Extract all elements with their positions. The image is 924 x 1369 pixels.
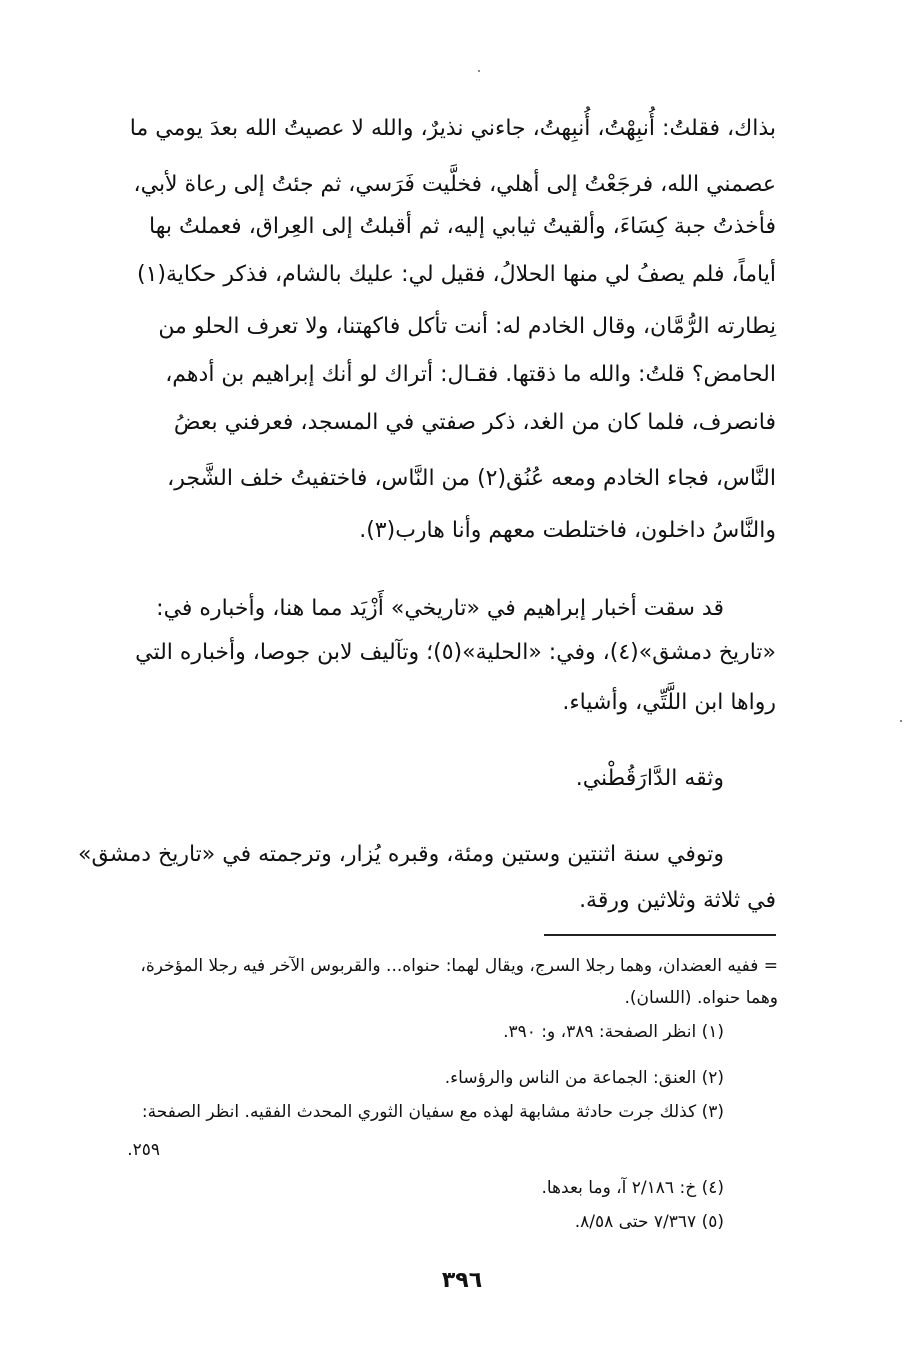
footnote-separator xyxy=(544,934,776,936)
text-line: قد سقت أخبار إبراهيم في «تاريخي» أَزْيَد مما هنا، وأخباره في: xyxy=(156,596,724,621)
text-line: فانصرف، فلما كان من الغد، ذكر صفتي في المسجد، فعرفني بعضُ xyxy=(173,410,776,435)
text-line: أياماً، فلم يصفُ لي منها الحلالُ، فقيل لي: عليك بالشام، فذكر حكاية(١) xyxy=(136,262,776,287)
paragraph-3: وثقه الدَّارَقُطْني. xyxy=(575,766,724,791)
print-speck xyxy=(900,720,902,722)
text-line: فأخذتُ جبة كِسَاءَ، وألقيتُ ثيابي إليه، ثم أقبلتُ إلى العِراق، فعملتُ بها xyxy=(149,214,776,239)
footnote-4: (٤) خ: ٢/١٨٦ آ، وما بعدها. xyxy=(541,1178,724,1198)
page-number: ٣٩٦ xyxy=(441,1268,483,1293)
footnote-2: (٢) العنق: الجماعة من الناس والرؤساء. xyxy=(444,1068,724,1088)
text-line: رواها ابن اللَّتِّي، وأشياء. xyxy=(562,690,776,715)
text-line: «تاريخ دمشق»(٤)، وفي: «الحلية»(٥)؛ وتآليف لابن جوصا، وأخباره التي xyxy=(135,640,776,665)
footnote-continuation-line: وهما حنواه. (اللسان). xyxy=(624,988,778,1008)
print-speck xyxy=(478,70,480,72)
text-line: وتوفي سنة اثنتين وستين ومئة، وقبره يُزار، وترجمته في «تاريخ دمشق» xyxy=(78,842,724,867)
footnote-3: (٣) كذلك جرت حادثة مشابهة لهذه مع سفيان الثوري المحدث الفقيه. انظر الصفحة: xyxy=(141,1102,724,1122)
footnote-continuation-line: = ففيه العضدان، وهما رجلا السرج، ويقال لهما: حنواه... والقربوس الآخر فيه رجلا المؤخرة، xyxy=(140,956,778,976)
text-line: النَّاس، فجاء الخادم ومعه عُنُق(٢) من النَّاس، فاختفيتُ خلف الشَّجر، xyxy=(167,466,776,491)
text-line: الحامض؟ قلتُ: والله ما ذقتها. فقـال: أتراك لو أنك إبراهيم بن أدهم، xyxy=(165,362,776,387)
text-line: عصمني الله، فرجَعْتُ إلى أهلي، فخلَّيت فَرَسي، ثم جئتُ إلى رعاة لأبي، xyxy=(133,172,776,197)
text-line: نِطارته الرُّمَّان، وقال الخادم له: أنت تأكل فاكهتنا، ولا تعرف الحلو من xyxy=(158,314,776,339)
footnote-1: (١) انظر الصفحة: ٣٨٩، و: ٣٩٠. xyxy=(503,1022,724,1042)
text-line: والنَّاسُ داخلون، فاختلطت معهم وأنا هارب(٣). xyxy=(359,518,776,543)
footnote-3-continuation: ٢٥٩. xyxy=(127,1140,160,1160)
footnote-5: (٥) ٧/٣٦٧ حتى ٨/٥٨. xyxy=(574,1212,724,1232)
text-line: بذاك، فقلتُ: أُنبِهْتُ، أُنبِهتُ، جاءني نذيرٌ، والله لا عصيتُ الله بعدَ يومي ما xyxy=(129,116,776,141)
text-line: في ثلاثة وثلاثين ورقة. xyxy=(579,888,776,913)
